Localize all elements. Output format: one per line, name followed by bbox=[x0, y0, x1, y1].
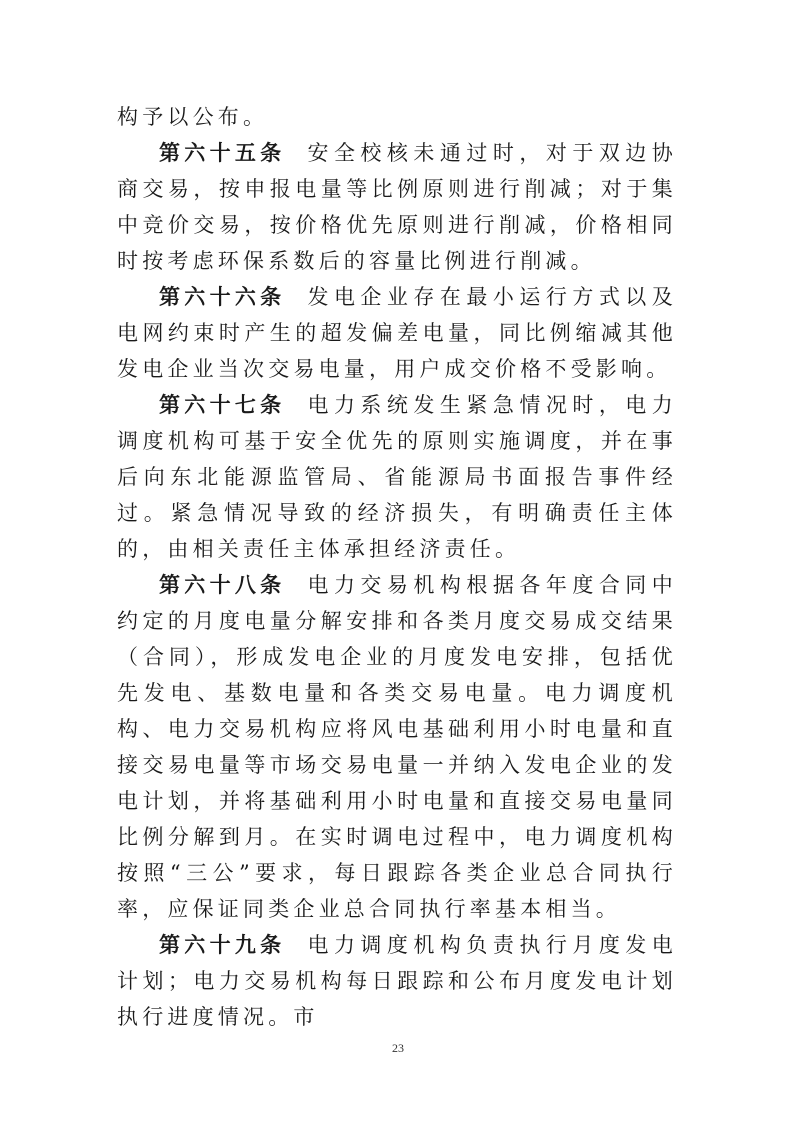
article-title: 第六十八条 bbox=[159, 573, 286, 597]
article-text: 电力调度机构负责执行月度发电计划；电力交易机构每日跟踪和公布月度发电计划执行进度情况。市 bbox=[117, 933, 677, 1029]
article-text: 电力系统发生紧急情况时，电力调度机构可基于安全优先的原则实施调度，并在事后向东北能源监管局、省能源局书面报告事件经过。紧急情况导致的经济损失，有明确责任主体的，由相关责任主体承担经济责任。 bbox=[117, 393, 677, 561]
paragraph-continuation bbox=[117, 99, 677, 135]
article-text: 安全校核未通过时，对于双边协商交易，按申报电量等比例原则进行削减；对于集中竞价交易，按价格优先原则进行削减，价格相同时按考虑环保系数后的容量比例进行削减。 bbox=[117, 141, 677, 273]
article-text: 电力交易机构根据各年度合同中约定的月度电量分解安排和各类月度交易成交结果（合同），形成发电企业的月度发电安排，包括优先发电、基数电量和各类交易电量。电力调度机构、电力交易机构应将风电基础利用小时电量和直接交易电量等市场交易电量一并纳入发电企业的发电计划，并将基础利用小时电量和直接交易电量同比例分解到月。在实时调电过程中，电力调度机构按照“三公”要求，每日跟踪各类企业总合同执行率，应保证同类企业总合同执行率基本相当。 bbox=[117, 573, 677, 921]
article-title: 第六十七条 bbox=[159, 393, 286, 417]
article-title: 第六十九条 bbox=[159, 933, 286, 957]
document-body bbox=[117, 99, 677, 1035]
article-67 bbox=[117, 387, 677, 567]
article-68 bbox=[117, 567, 677, 927]
article-69 bbox=[117, 927, 677, 1035]
article-text: 发电企业存在最小运行方式以及电网约束时产生的超发偏差电量，同比例缩减其他发电企业当次交易电量，用户成交价格不受影响。 bbox=[117, 285, 677, 381]
paragraph-text: 构予以公布。 bbox=[117, 105, 269, 129]
page-number: 23 bbox=[392, 1041, 404, 1055]
article-title: 第六十五条 bbox=[159, 141, 286, 165]
article-title: 第六十六条 bbox=[159, 285, 286, 309]
article-65 bbox=[117, 135, 677, 279]
article-66 bbox=[117, 279, 677, 387]
